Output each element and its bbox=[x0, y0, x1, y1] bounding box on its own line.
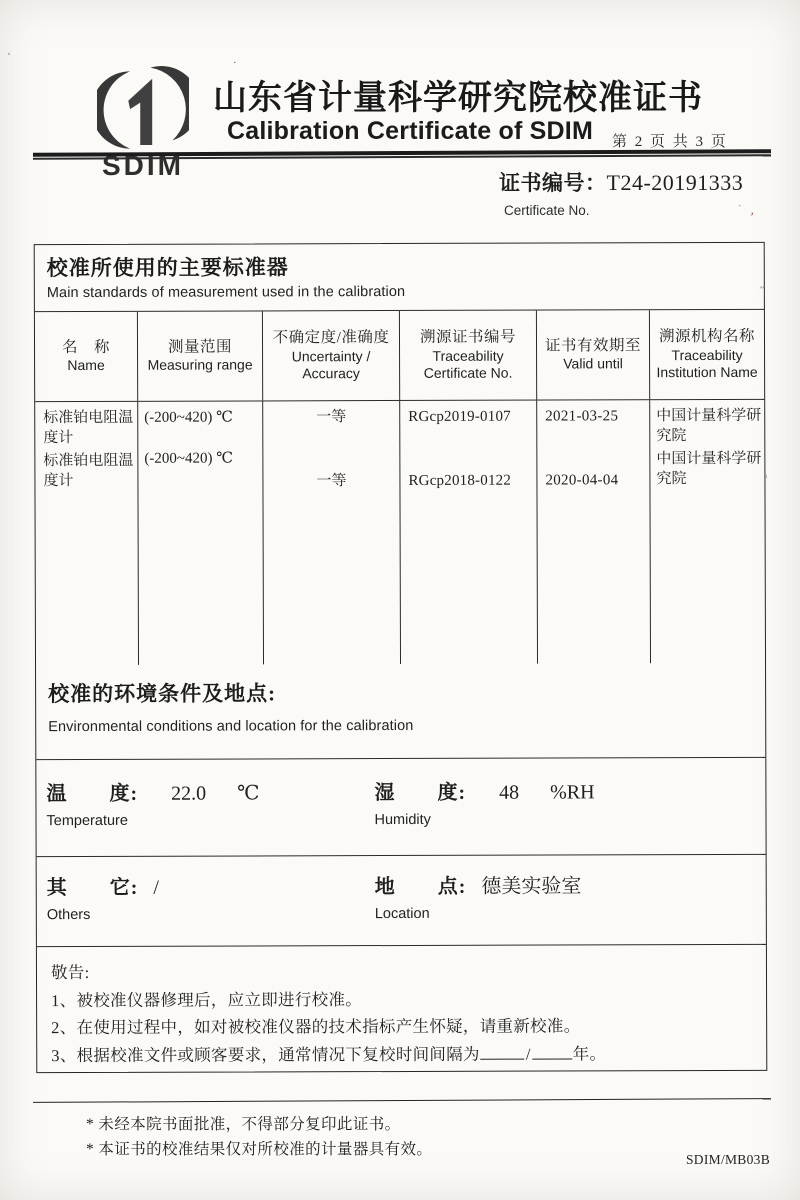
scan-artifact: ’ bbox=[746, 208, 756, 225]
column-header-valid-until bbox=[537, 310, 650, 399]
column-header-institution-en: Traceability Institution Name bbox=[656, 346, 758, 381]
cell-name-row2: 标准铂电阻温度计 bbox=[43, 453, 134, 490]
temperature-label-zh: 温 度: bbox=[46, 782, 139, 806]
table-column-accuracy bbox=[263, 401, 401, 664]
scan-artifact: ʻ bbox=[6, 50, 13, 63]
location-label-zh: 地 点: bbox=[374, 875, 467, 899]
standards-table-header-row bbox=[35, 310, 764, 402]
notice-item-3-prefix: 3、根据校准文件或顾客要求，通常情况下复校时间间隔为 bbox=[51, 1044, 480, 1066]
temperature-humidity-row bbox=[36, 758, 765, 857]
certificate-body-box bbox=[34, 242, 768, 1073]
footer-note-1: * 未经本院书面批准，不得部分复印此证书。 bbox=[86, 1116, 401, 1133]
location-label-en: Location bbox=[374, 905, 430, 923]
cell-cert-no-row2: RGcp2018-0122 bbox=[408, 472, 512, 489]
temperature-unit: ℃ bbox=[237, 782, 260, 805]
standards-title-en: Main standards of measurement used in the calibration bbox=[46, 283, 406, 302]
column-header-range bbox=[138, 311, 263, 400]
notice-item-3-slash: / bbox=[525, 1044, 531, 1064]
sdim-logo bbox=[76, 64, 210, 182]
others-location-row bbox=[37, 855, 766, 947]
humidity-label-zh: 湿 度: bbox=[374, 781, 467, 805]
scan-artifact: · bbox=[233, 57, 237, 69]
column-header-traceability-cert-zh: 溯源证书编号 bbox=[419, 328, 517, 346]
column-header-name-en: Name bbox=[67, 357, 105, 374]
certificate-number-label-zh: 证书编号： bbox=[499, 171, 607, 195]
page-title-en: Calibration Certificate of SDIM bbox=[227, 117, 593, 145]
humidity-unit: %RH bbox=[550, 781, 595, 804]
humidity-value: 48 bbox=[499, 781, 520, 804]
column-header-name-zh: 名 称 bbox=[61, 338, 111, 356]
humidity-field bbox=[346, 775, 765, 855]
scan-artifact: ˏ bbox=[738, 195, 742, 207]
cell-name-row1: 标准铂电阻温度计 bbox=[43, 409, 134, 447]
notice-section bbox=[37, 945, 766, 1072]
blank-underline bbox=[533, 1042, 573, 1059]
others-field bbox=[37, 870, 347, 946]
sdim-crescent-logo-icon bbox=[76, 64, 210, 156]
cell-range-row2: (-200~420) ℃ bbox=[144, 450, 234, 467]
table-column-valid-until bbox=[537, 400, 651, 663]
environment-title-en: Environmental conditions and location for the calibration bbox=[48, 717, 414, 736]
page-number-info: 第 2 页 共 3 页 bbox=[612, 134, 728, 150]
logo-text: SDIM bbox=[102, 150, 184, 181]
column-header-uncertainty-zh: 不确定度/准确度 bbox=[272, 328, 390, 347]
column-header-uncertainty bbox=[263, 311, 400, 400]
standards-table-body bbox=[35, 400, 765, 665]
cell-accuracy-row1: 一等 bbox=[316, 409, 347, 426]
table-column-institution bbox=[650, 400, 765, 663]
notice-item-3 bbox=[51, 1040, 752, 1070]
environment-section-header bbox=[36, 663, 765, 760]
temperature-value: 22.0 bbox=[171, 782, 207, 805]
certificate-number bbox=[499, 167, 743, 197]
notice-item-2: 2、在使用过程中，如对被校准仪器的技术指标产生怀疑，请重新校准。 bbox=[51, 1016, 581, 1038]
environment-title-zh: 校准的环境条件及地点: bbox=[48, 681, 277, 707]
page-title-zh: 山东省计量科学研究院校准证书 bbox=[213, 80, 703, 117]
notice-item-1: 1、被校准仪器修理后，应立即进行校准。 bbox=[51, 989, 363, 1010]
location-value: 德美实验室 bbox=[481, 875, 582, 898]
cell-accuracy-row2: 一等 bbox=[316, 473, 347, 490]
humidity-label-en: Humidity bbox=[374, 811, 431, 829]
table-column-range bbox=[138, 401, 264, 664]
scan-artifact: ˗ bbox=[760, 472, 776, 480]
cell-valid-until-row1: 2021-03-25 bbox=[545, 408, 619, 425]
standards-title-zh: 校准所使用的主要标准器 bbox=[46, 255, 289, 281]
certificate-number-value: T24-20191333 bbox=[606, 170, 744, 195]
footer-note-2: * 本证书的校准结果仅对所校准的计量器具有效。 bbox=[86, 1141, 433, 1159]
standards-section-header bbox=[35, 243, 764, 312]
footer-divider bbox=[33, 1098, 771, 1103]
column-header-institution-zh: 溯源机构名称 bbox=[658, 327, 756, 345]
cell-institution-row1: 中国计量科学研究院 bbox=[656, 407, 762, 445]
others-label-en: Others bbox=[46, 906, 91, 924]
cell-institution-row2: 中国计量科学研究院 bbox=[656, 451, 762, 488]
column-header-traceability-cert-en: Traceability Certificate No. bbox=[423, 347, 513, 382]
column-header-range-en: Measuring range bbox=[147, 356, 253, 374]
column-header-name bbox=[35, 312, 138, 401]
column-header-traceability-cert bbox=[400, 311, 537, 400]
cell-range-row1: (-200~420) ℃ bbox=[144, 409, 233, 426]
location-field bbox=[347, 869, 766, 945]
column-header-uncertainty-en: Uncertainty / Accuracy bbox=[291, 347, 371, 382]
table-column-cert-no bbox=[400, 401, 538, 664]
column-header-valid-until-zh: 证书有效期至 bbox=[544, 336, 642, 355]
column-header-valid-until-en: Valid until bbox=[563, 355, 623, 372]
others-value: / bbox=[153, 876, 159, 899]
form-code: SDIM/MB03B bbox=[686, 1152, 771, 1167]
certificate-number-label-en: Certificate No. bbox=[504, 203, 590, 218]
cell-cert-no-row1: RGcp2019-0107 bbox=[408, 408, 511, 425]
temperature-label-en: Temperature bbox=[46, 812, 128, 830]
column-header-institution bbox=[650, 310, 764, 399]
notice-item-3-suffix: 年。 bbox=[572, 1044, 607, 1064]
others-label-zh: 其 它: bbox=[46, 876, 139, 900]
scan-artifact: ˝ bbox=[760, 285, 765, 300]
cell-valid-until-row2: 2020-04-04 bbox=[545, 472, 619, 489]
footer-notes bbox=[86, 1112, 432, 1162]
temperature-field bbox=[36, 776, 346, 856]
blank-underline bbox=[480, 1042, 524, 1059]
notice-title: 敬告: bbox=[50, 962, 90, 983]
table-column-name bbox=[35, 402, 139, 665]
column-header-range-zh: 测量范围 bbox=[167, 338, 233, 356]
